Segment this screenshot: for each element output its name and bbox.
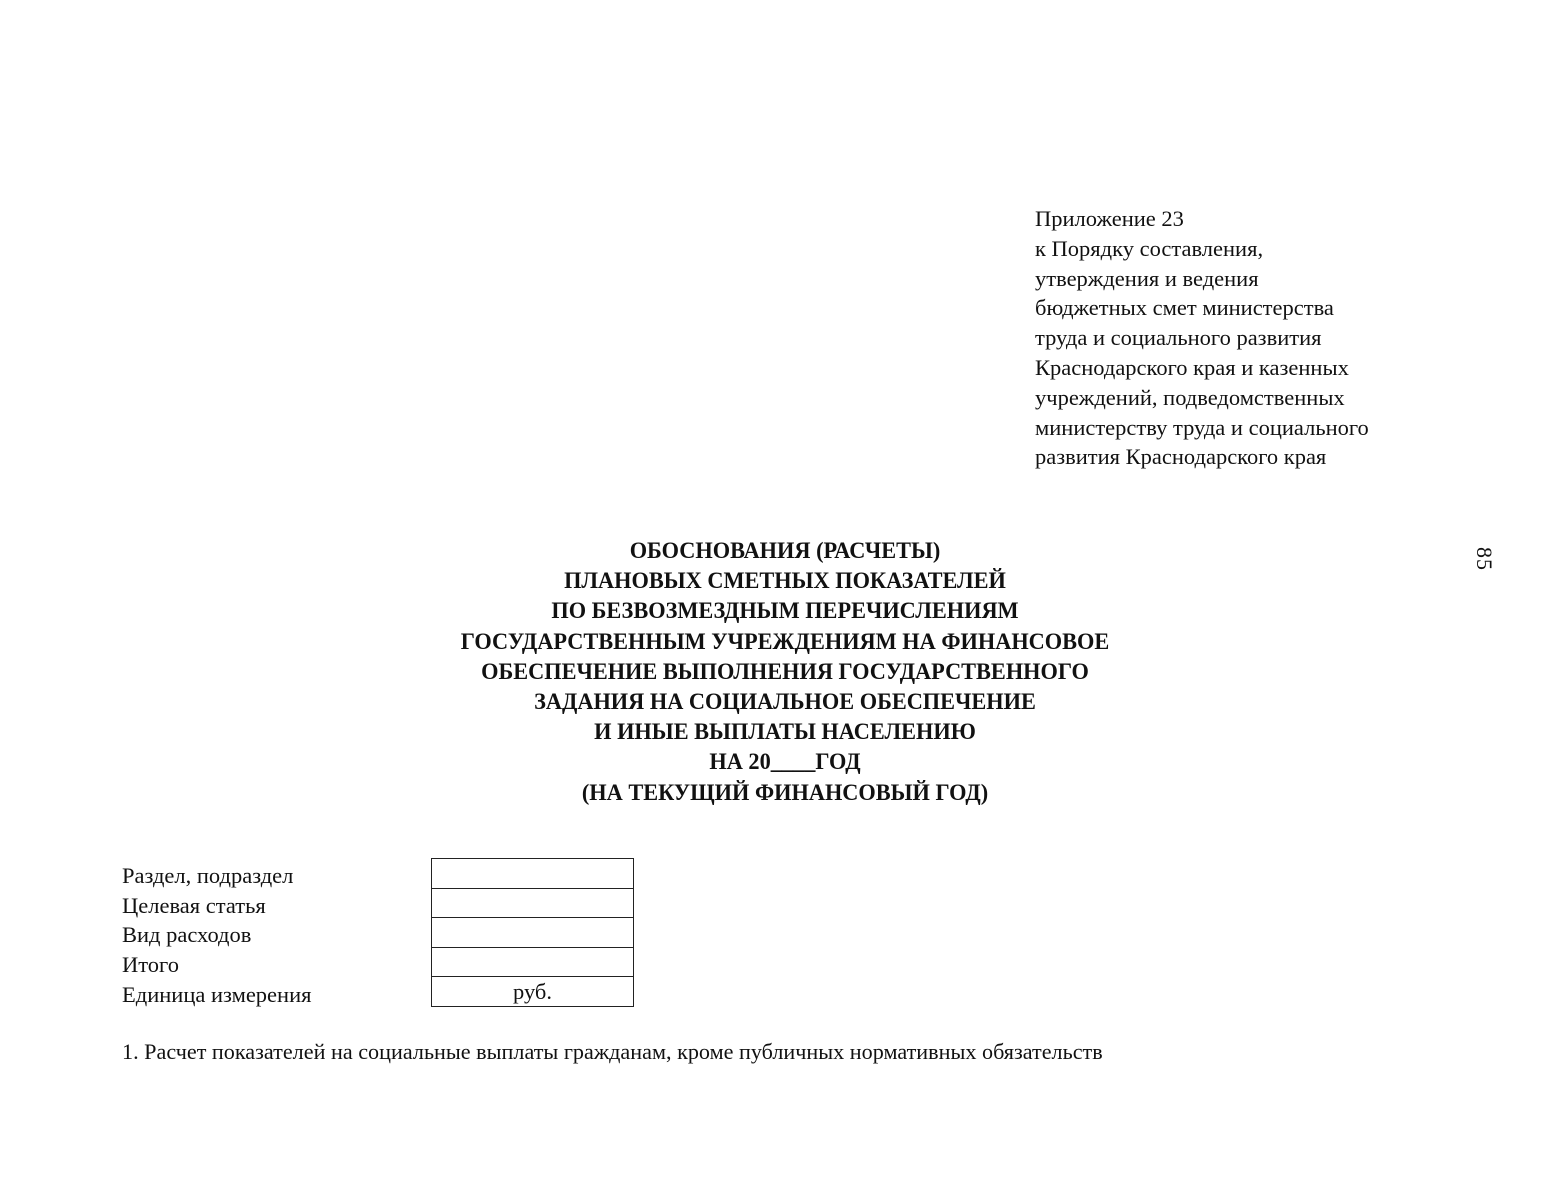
field-value-section	[432, 859, 634, 889]
appendix-line: бюджетных смет министерства	[1035, 295, 1334, 321]
title-line: (НА ТЕКУЩИЙ ФИНАНСОВЫЙ ГОД)	[581, 779, 989, 805]
appendix-reference	[1035, 204, 1455, 472]
title-line: И ИНЫЕ ВЫПЛАТЫ НАСЕЛЕНИЮ	[594, 719, 976, 745]
table-row	[432, 918, 634, 948]
title-line: НА 20____ГОД	[709, 749, 861, 775]
appendix-line: труда и социального развития	[1035, 325, 1322, 351]
field-label-target-article: Целевая статья	[122, 892, 266, 918]
appendix-line: Краснодарского края и казенных	[1035, 354, 1349, 380]
title-line: ГОСУДАРСТВЕННЫМ УЧРЕЖДЕНИЯМ НА ФИНАНСОВОЕ	[460, 628, 1110, 654]
title-line: ПО БЕЗВОЗМЕЗДНЫМ ПЕРЕЧИСЛЕНИЯМ	[551, 598, 1019, 624]
code-table	[431, 858, 634, 1007]
section-heading: 1. Расчет показателей на социальные выплаты гражданам, кроме публичных нормативных обязательств	[122, 1039, 1103, 1064]
field-label-unit: Единица измерения	[122, 981, 312, 1007]
appendix-line: утверждения и ведения	[1035, 265, 1259, 291]
appendix-line: учреждений, подведомственных	[1035, 384, 1345, 410]
page-number: 85	[1472, 547, 1497, 571]
field-label-section: Раздел, подраздел	[122, 863, 294, 888]
appendix-line: развития Краснодарского края	[1035, 444, 1327, 470]
field-value-expense-type	[432, 918, 634, 948]
title-line: ПЛАНОВЫХ СМЕТНЫХ ПОКАЗАТЕЛЕЙ	[564, 568, 1006, 594]
field-value-unit: руб.	[432, 977, 634, 1007]
table-row	[432, 859, 634, 889]
table-row	[432, 977, 634, 1007]
field-labels	[122, 861, 311, 1010]
appendix-line: министерству труда и социального	[1035, 414, 1369, 440]
title-line: ОБОСНОВАНИЯ (РАСЧЕТЫ)	[629, 538, 941, 563]
title-line: ЗАДАНИЯ НА СОЦИАЛЬНОЕ ОБЕСПЕЧЕНИЕ	[534, 689, 1036, 715]
field-label-expense-type: Вид расходов	[122, 922, 252, 948]
appendix-line: к Порядку составления,	[1035, 235, 1264, 261]
field-value-total	[432, 947, 634, 977]
appendix-line: Приложение 23	[1035, 206, 1184, 231]
field-label-total: Итого	[122, 952, 179, 978]
field-value-target-article	[432, 888, 634, 918]
table-row	[432, 888, 634, 918]
document-title	[315, 536, 1256, 808]
table-row	[432, 947, 634, 977]
title-line: ОБЕСПЕЧЕНИЕ ВЫПОЛНЕНИЯ ГОСУДАРСТВЕННОГО	[481, 658, 1089, 684]
